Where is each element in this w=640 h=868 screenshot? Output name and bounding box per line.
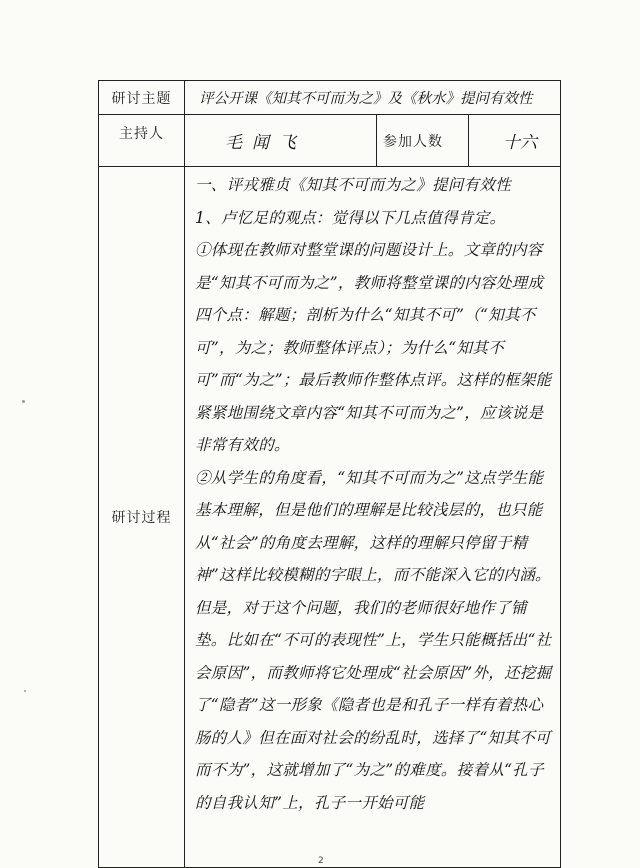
process-handwritten-notes [195,169,552,819]
topic-value: 评公开课《知其不可而为之》及《秋水》提问有效性 [185,81,561,115]
process-heading: 一、评戎雅贞《知其不可而为之》提问有效性 [195,176,512,194]
process-point-one: ①体现在教师对整堂课的问题设计上。文章的内容是“知其不可而为之”，教师将整堂课的内容处理成四个点：解题；剖析为什么“知其不可”（“知其不可”，为之；教师整体评点）；为什么“知其不可”而“为之”；最后教师作整体点评。这样的框架能紧紧地围绕文章内容“知其不可而为之”，应该说是非常有效的。 [195,241,552,454]
process-content [185,167,561,868]
process-point-intro: 1、卢忆足的观点：觉得以下几点值得肯定。 [195,208,506,227]
page-number: 2 [318,856,324,866]
scan-speck [24,690,26,692]
process-row [99,167,561,868]
participants-label: 参加人数 [377,115,469,167]
participants-value: 十六 [469,115,561,167]
host-label: 主持人 [99,115,185,167]
host-row [99,115,561,167]
process-point-two: ②从学生的角度看，“知其不可而为之”这点学生能基本理解，但是他们的理解是比较浅层的，也只能从“社会”的角度去理解，这样的理解只停留于精神”这样比较模糊的字眼上，而不能深入它的内涵。但是，对于这个问题，我们的老师很好地作了铺垫。比如在“不可的表现性”上，学生只能概括出“社会原因”，而教师将它处理成“社会原因”外，还挖掘了“隐者”这一形象《隐者也是和孔子一样有着热心肠的人》但在面对社会的纷乱时，选择了“知其不可而不为”，这就增加了“为之”的难度。接着从“孔子的自我认知”上，孔子一开始可能 [195,468,552,812]
host-value: 毛闻飞 [185,115,377,167]
topic-row [99,81,561,115]
process-label: 研讨过程 [99,167,185,868]
scan-speck [22,400,25,403]
topic-label: 研讨主题 [99,81,185,115]
seminar-record-form [98,80,561,868]
